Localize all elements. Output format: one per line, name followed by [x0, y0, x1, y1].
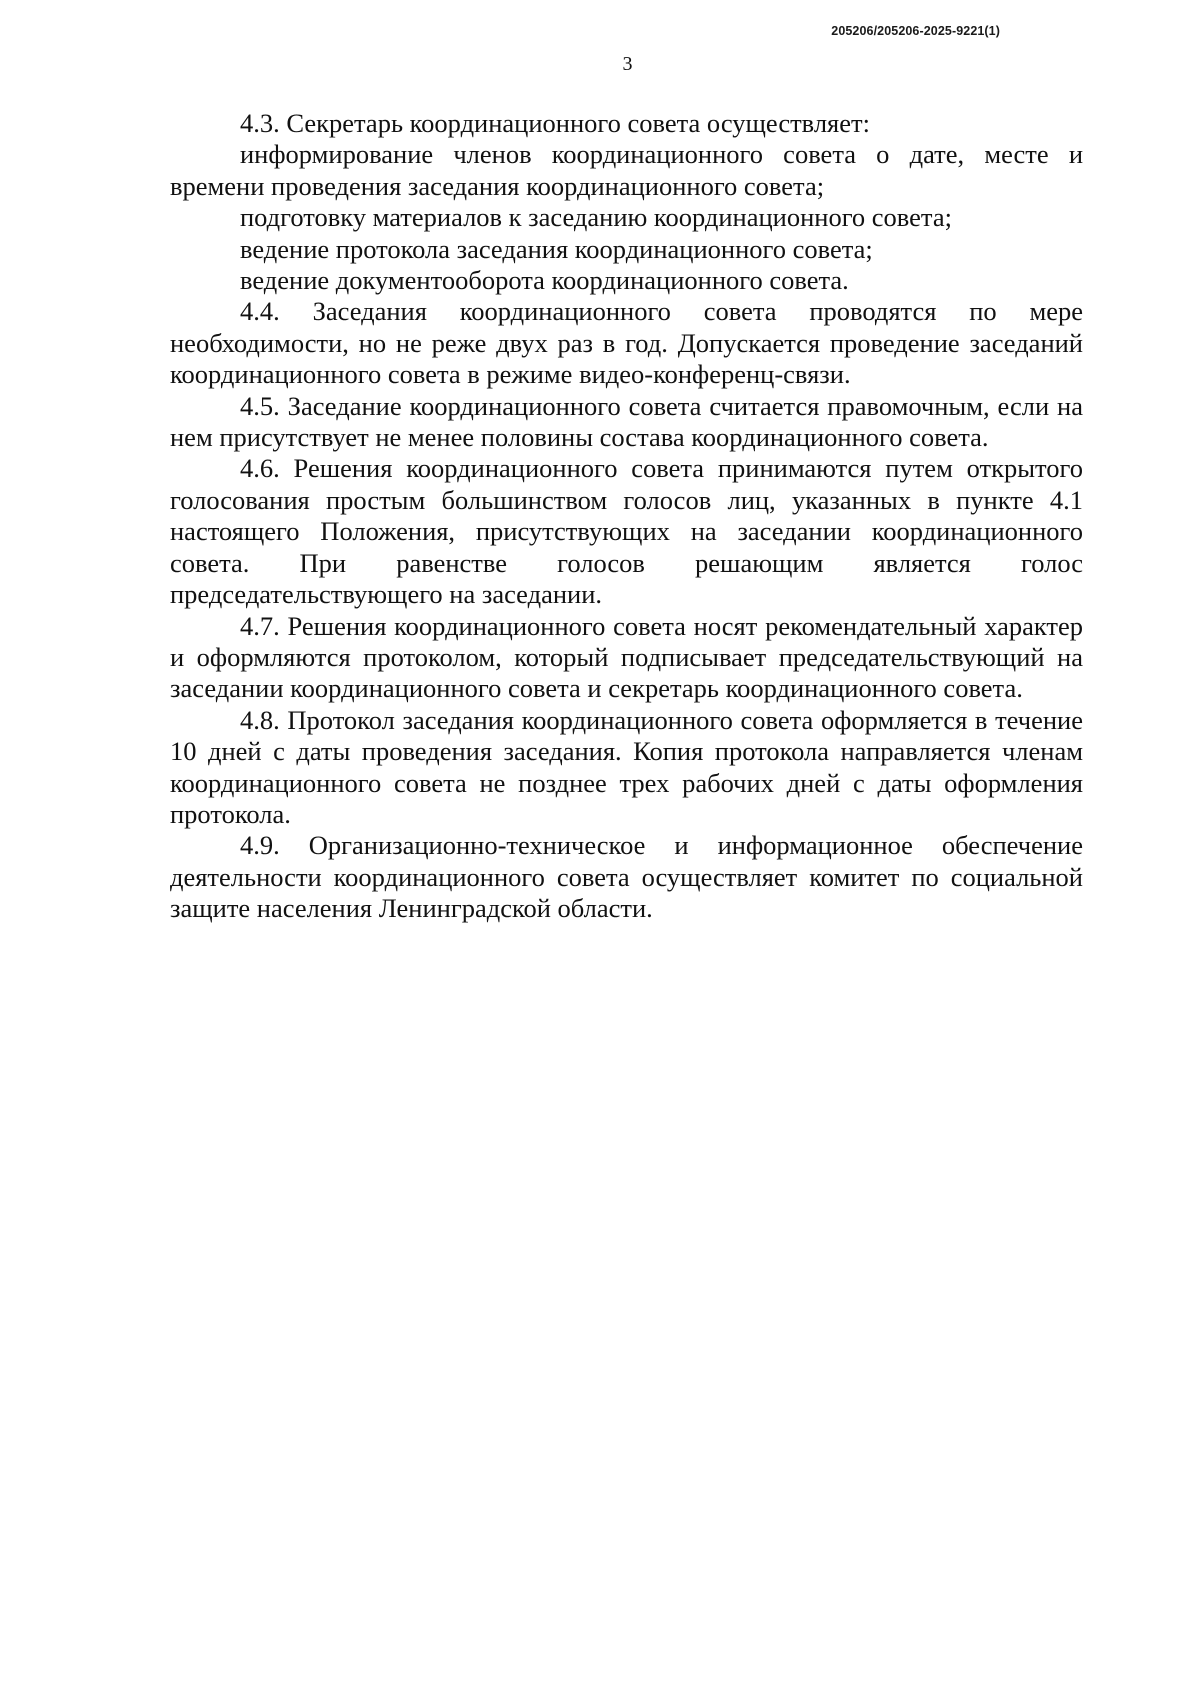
paragraph-4-3-materials: подготовку материалов к заседанию координационного совета; — [240, 202, 952, 233]
paragraph-4-5: 4.5. Заседание координационного совета считается правомочным, если на нем присутствует не менее половины состава координационного совета. — [170, 390, 1083, 453]
paragraph-4-9: 4.9. Организационно-техническое и информационное обеспечение деятельности координационного совета осуществляет комитет по социальной защите населения Ленинградской области. — [170, 830, 1083, 924]
paragraph-4-8: 4.8. Протокол заседания координационного совета оформляется в течение 10 дней с даты проведения заседания. Копия протокола направляется членам координационного совета не позднее трех рабочих дней с даты оформления протокола. — [170, 704, 1083, 829]
paragraph-4-6: 4.6. Решения координационного совета принимаются путем открытого голосования простым большинством голосов лиц, указанных в пункте 4.1 настоящего Положения, присутствующих на заседании координационного совета. При равенстве голосов решающим является голос председательствующего на заседании. — [170, 453, 1083, 610]
paragraph-4-3-document-flow: ведение документооборота координационного совета. — [240, 265, 849, 296]
paragraph-4-4: 4.4. Заседания координационного совета проводятся по мере необходимости, но не реже двух раз в год. Допускается проведение заседаний координационного совета в режиме видео-конференц-связи. — [170, 296, 1083, 390]
document-body — [170, 108, 1083, 925]
document-id: 205206/205206-2025-9221(1) — [831, 24, 1000, 38]
paragraph-4-3-minutes: ведение протокола заседания координационного совета; — [240, 233, 873, 264]
paragraph-4-3-informing: информирование членов координационного совета о дате, месте и времени проведения заседания координационного совета; — [170, 139, 1083, 201]
page-number: 3 — [622, 53, 633, 75]
paragraph-4-3-heading: 4.3. Секретарь координационного совета осуществляет: — [240, 108, 870, 138]
paragraph-4-7: 4.7. Решения координационного совета носят рекомендательный характер и оформляются протоколом, который подписывает председательствующий на заседании координационного совета и секретарь координационного совета. — [170, 610, 1083, 704]
